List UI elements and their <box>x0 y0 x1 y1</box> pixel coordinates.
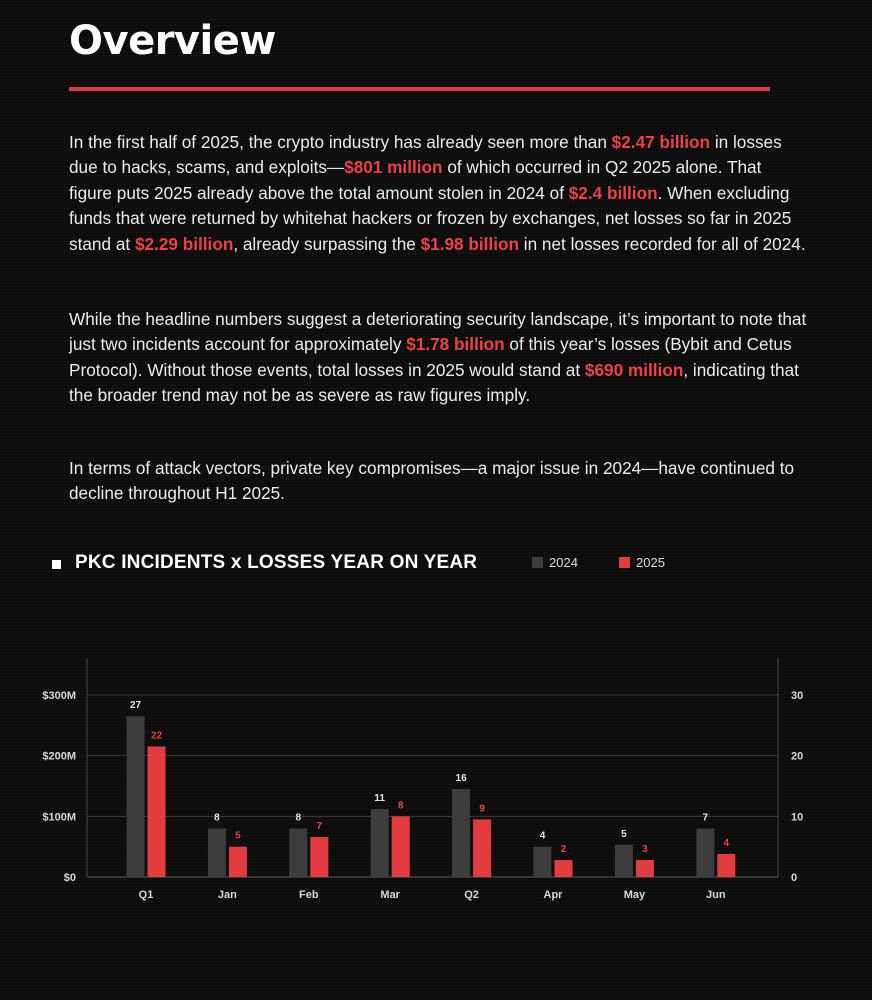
overview-paragraph-1 <box>69 130 809 257</box>
category-label: Mar <box>380 889 400 901</box>
paragraph-text: While the headline numbers suggest a deteriorating security landscape, it’s important to note that just two incidents account for approximately <box>69 309 807 355</box>
category-label: Feb <box>299 889 319 901</box>
highlighted-figure: $2.29 billion <box>134 233 234 254</box>
overview-paragraph-2 <box>69 307 809 409</box>
paragraph-text: of this year’s losses (Bybit and Cetus Protocol). Without those events, total losses in 2025 would stand at <box>69 334 792 380</box>
right-axis-tick-label: 30 <box>791 690 804 702</box>
bar-2024-Q2 <box>452 789 470 877</box>
chart-title-marker <box>52 560 61 569</box>
bar-2024-Jun <box>696 828 714 877</box>
highlighted-figure: $801 million <box>344 157 443 178</box>
bar-2024-Q1 <box>127 716 145 877</box>
right-axis-tick-label: 20 <box>791 750 804 763</box>
highlighted-figure: $2.47 billion <box>611 132 711 152</box>
highlighted-figure: $690 million <box>584 359 684 380</box>
category-label: Q1 <box>138 889 154 901</box>
bar-2025-Q2 <box>473 819 491 877</box>
bar-incident-label: 8 <box>397 800 404 812</box>
bar-2025-Jun <box>717 854 735 877</box>
legend-item-2024 <box>532 555 578 570</box>
page-title: Overview <box>69 18 276 64</box>
bar-2024-Feb <box>289 828 307 877</box>
bar-incident-label: 7 <box>316 820 323 832</box>
bar-incident-label: 8 <box>295 812 302 824</box>
bar-incident-label: 16 <box>455 773 467 785</box>
paragraph-text: In terms of attack vectors, private key compromises—a major issue in 2024—have continued to decline throughout H1 2025. <box>69 458 795 504</box>
bar-2024-Apr <box>534 847 552 877</box>
legend-label-2024: 2024 <box>549 555 578 570</box>
bar-incident-label: 4 <box>539 830 546 842</box>
bar-incident-label: 8 <box>214 812 220 824</box>
highlighted-figure: $1.78 billion <box>406 334 505 355</box>
left-axis-tick-label: $0 <box>63 872 76 884</box>
bar-incident-label: 2 <box>560 844 567 856</box>
legend-item-2025 <box>619 555 665 570</box>
category-label: Apr <box>543 889 563 901</box>
category-label: Jan <box>217 889 237 901</box>
bar-incident-label: 5 <box>621 828 627 840</box>
paragraph-text: in net losses recorded for all of 2024. <box>518 233 806 254</box>
paragraph-text: In the first half of 2025, the crypto industry has already seen more than <box>69 132 612 152</box>
paragraph-text: of which occurred in Q2 2025 alone. That figure puts 2025 already above the total amount stolen in 2024 of <box>69 157 762 203</box>
right-axis-tick-label: 0 <box>791 872 798 884</box>
left-axis-tick-label: $300M <box>42 690 76 702</box>
legend-swatch-2025 <box>619 557 630 568</box>
category-label: May <box>623 889 646 901</box>
bar-2025-May <box>636 860 654 877</box>
bar-incident-label: 27 <box>129 700 142 712</box>
bar-2024-May <box>615 845 633 877</box>
paragraph-text: , already surpassing the <box>233 233 421 254</box>
legend-swatch-2024 <box>532 557 543 568</box>
bar-2025-Apr <box>555 860 573 877</box>
bar-incident-label: 5 <box>235 830 241 842</box>
bar-incident-label: 22 <box>150 730 163 742</box>
left-axis-tick-label: $200M <box>42 750 76 763</box>
highlighted-figure: $2.4 billion <box>568 182 658 203</box>
bar-2024-Mar <box>371 809 389 877</box>
bar-incident-label: 11 <box>374 793 385 805</box>
bar-2025-Feb <box>310 837 328 877</box>
paragraph-text: . When excluding funds that were returned by whitehat hackers or frozen by exchanges, net losses so far in 2025 stand at <box>69 182 792 254</box>
paragraph-text: in losses due to hacks, scams, and exploits— <box>69 132 782 178</box>
pkc-chart <box>0 640 872 920</box>
category-label: Q2 <box>464 889 479 901</box>
bar-2025-Jan <box>229 847 247 877</box>
highlighted-figure: $1.98 billion <box>420 233 519 254</box>
bar-incident-label: 4 <box>723 837 730 849</box>
bar-incident-label: 3 <box>642 844 648 856</box>
chart-title: PKC INCIDENTS x LOSSES YEAR ON YEAR <box>75 552 478 573</box>
legend-label-2025: 2025 <box>636 555 665 570</box>
right-axis-tick-label: 10 <box>791 811 804 824</box>
title-rule <box>69 87 770 91</box>
paragraph-text: , indicating that the broader trend may not be as severe as raw figures imply. <box>69 359 799 406</box>
bar-2025-Mar <box>392 816 410 877</box>
bar-2024-Jan <box>208 828 226 877</box>
overview-paragraph-3 <box>69 456 809 507</box>
category-label: Jun <box>706 889 726 901</box>
left-axis-tick-label: $100M <box>42 811 76 824</box>
bar-2025-Q1 <box>148 747 166 877</box>
bar-incident-label: 9 <box>479 803 485 815</box>
bar-incident-label: 7 <box>702 812 709 824</box>
